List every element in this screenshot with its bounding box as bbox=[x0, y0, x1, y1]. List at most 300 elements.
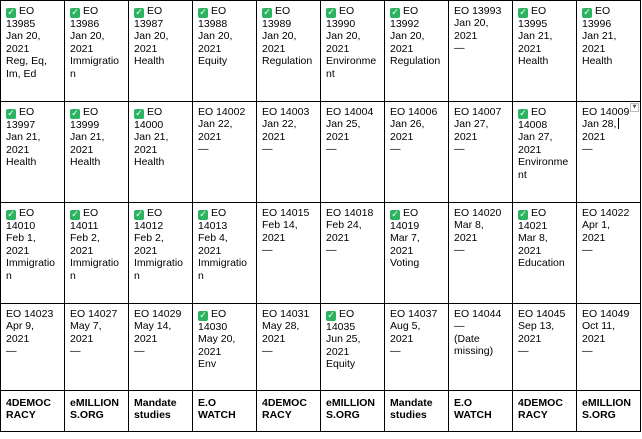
table-cell[interactable] bbox=[257, 102, 321, 203]
cell-line: 13990 bbox=[326, 18, 356, 30]
cell-line: 2021 bbox=[6, 244, 30, 257]
cell-line: 13989 bbox=[262, 18, 292, 30]
cell-text bbox=[262, 207, 316, 219]
footer-cell[interactable] bbox=[449, 391, 513, 432]
dropdown-arrow-icon[interactable]: ▼ bbox=[630, 103, 639, 112]
check-box-icon[interactable]: ✓ bbox=[199, 8, 207, 18]
cell-line: n bbox=[134, 269, 140, 282]
table-cell[interactable] bbox=[65, 102, 129, 203]
footer-text: Mandate bbox=[134, 397, 177, 409]
cell-line: Health bbox=[134, 156, 165, 169]
cell-line: 14011 bbox=[70, 220, 99, 232]
cell-text bbox=[582, 106, 636, 118]
cell-text bbox=[518, 333, 572, 345]
cell-line: nt bbox=[326, 67, 335, 80]
cell-text bbox=[134, 18, 188, 30]
cell-text bbox=[454, 30, 508, 42]
check-box-icon[interactable]: ✓ bbox=[519, 210, 527, 220]
cell-text bbox=[70, 257, 124, 269]
cell-text bbox=[6, 270, 60, 282]
table-cell[interactable] bbox=[385, 1, 449, 102]
cell-text bbox=[262, 219, 316, 231]
text-cursor bbox=[618, 118, 619, 129]
cell-line: 13985 bbox=[6, 18, 36, 30]
check-box-icon[interactable]: ✓ bbox=[71, 109, 79, 119]
cell-text bbox=[70, 131, 124, 143]
cell-line: 2021 bbox=[6, 332, 30, 345]
cell-line: 2021 bbox=[390, 332, 414, 345]
cell-line: EO bbox=[19, 207, 35, 219]
cell-text bbox=[390, 106, 444, 118]
cell-text bbox=[198, 321, 252, 333]
cell-text bbox=[134, 156, 188, 168]
cell-line: 2021 bbox=[454, 130, 478, 143]
check-box-icon[interactable]: ✓ bbox=[391, 8, 399, 18]
check-box-icon[interactable]: ✓ bbox=[583, 8, 591, 18]
cell-line: Feb 4, bbox=[198, 232, 228, 245]
cell-text bbox=[198, 245, 252, 257]
table-cell[interactable] bbox=[577, 304, 641, 391]
table-cell[interactable] bbox=[1, 102, 65, 203]
cell-line: EO bbox=[147, 5, 163, 17]
footer-text: E.O bbox=[198, 397, 217, 409]
cell-line: EO bbox=[211, 308, 227, 320]
cell-line: Mar 8, bbox=[454, 219, 484, 232]
cell-text bbox=[198, 358, 252, 370]
cell-line: EO 14037 bbox=[390, 308, 438, 320]
cell-text bbox=[134, 55, 188, 67]
cell-line: — bbox=[582, 345, 593, 358]
cell-line: — bbox=[262, 244, 273, 257]
footer-cell[interactable] bbox=[129, 391, 193, 432]
cell-text bbox=[6, 18, 60, 30]
cell-line: 2021 bbox=[6, 42, 30, 55]
cell-text bbox=[582, 5, 636, 18]
cell-text bbox=[6, 245, 60, 257]
cell-text bbox=[70, 333, 124, 345]
cell-line: 2021 bbox=[6, 143, 30, 156]
cell-line: 14012 bbox=[134, 220, 164, 232]
cell-line: 2021 bbox=[134, 42, 158, 55]
cell-line: — bbox=[262, 143, 273, 156]
cell-line: Health bbox=[582, 55, 613, 68]
cell-line: 14021 bbox=[518, 220, 548, 232]
table-cell[interactable] bbox=[385, 203, 449, 304]
cell-text bbox=[390, 118, 444, 130]
cell-text bbox=[390, 345, 444, 357]
cell-text bbox=[6, 207, 60, 220]
cell-text bbox=[326, 207, 380, 219]
footer-text: RACY bbox=[262, 409, 292, 422]
cell-text bbox=[262, 333, 316, 345]
cell-line: Jan 21, bbox=[70, 131, 105, 144]
cell-line: 2021 bbox=[70, 42, 94, 55]
table-cell[interactable] bbox=[129, 1, 193, 102]
table-cell[interactable] bbox=[513, 304, 577, 391]
footer-cell[interactable] bbox=[1, 391, 65, 432]
check-box-icon[interactable]: ✓ bbox=[391, 210, 399, 220]
cell-text bbox=[262, 232, 316, 244]
cell-line: Equity bbox=[198, 55, 228, 68]
cell-text bbox=[70, 68, 124, 80]
cell-text bbox=[518, 207, 572, 220]
cell-line: EO bbox=[531, 106, 547, 118]
cell-text bbox=[6, 320, 60, 332]
cell-text bbox=[326, 232, 380, 244]
cell-line: Jan 20, bbox=[326, 30, 361, 43]
table-cell[interactable] bbox=[257, 304, 321, 391]
cell-text bbox=[6, 232, 60, 244]
cell-line: EO bbox=[19, 5, 35, 17]
table-cell[interactable] bbox=[65, 1, 129, 102]
table-cell[interactable] bbox=[385, 102, 449, 203]
cell-line: EO 14006 bbox=[390, 106, 438, 118]
cell-line: May 7, bbox=[70, 320, 102, 333]
cell-text bbox=[390, 43, 444, 55]
check-box-icon[interactable]: ✓ bbox=[135, 8, 143, 18]
cell-line: EO 14031 bbox=[262, 308, 310, 320]
cell-text bbox=[70, 5, 124, 18]
cell-text bbox=[326, 219, 380, 231]
cell-text bbox=[454, 333, 508, 345]
footer-cell[interactable] bbox=[321, 391, 385, 432]
cell-line: 2021 bbox=[70, 332, 94, 345]
table-cell[interactable] bbox=[129, 102, 193, 203]
check-box-icon[interactable]: ✓ bbox=[519, 8, 527, 18]
check-box-icon[interactable]: ✓ bbox=[199, 311, 207, 321]
cell-line: Jan 21, bbox=[582, 30, 617, 43]
cell-line: Jan 22, bbox=[198, 118, 233, 131]
cell-text bbox=[454, 143, 508, 155]
cell-text bbox=[134, 220, 188, 232]
check-box-icon[interactable]: ✓ bbox=[199, 210, 207, 220]
cell-text bbox=[70, 308, 124, 320]
cell-line: EO 14002 bbox=[198, 106, 246, 118]
cell-line: — bbox=[70, 345, 81, 358]
table-cell[interactable] bbox=[193, 304, 257, 391]
cell-line: 2021 bbox=[262, 42, 286, 55]
table-cell[interactable] bbox=[129, 304, 193, 391]
cell-text bbox=[390, 220, 444, 232]
footer-cell[interactable] bbox=[257, 391, 321, 432]
check-box-icon[interactable]: ✓ bbox=[519, 109, 527, 119]
cell-text bbox=[6, 345, 60, 357]
cell-text bbox=[198, 333, 252, 345]
footer-cell[interactable] bbox=[513, 391, 577, 432]
cell-line: Jan 27, bbox=[518, 131, 553, 144]
table-cell[interactable] bbox=[449, 203, 513, 304]
cell-text bbox=[454, 207, 508, 219]
cell-text bbox=[198, 131, 252, 143]
table-cell[interactable] bbox=[577, 1, 641, 102]
cell-line: Feb 14, bbox=[262, 219, 298, 232]
cell-line: EO 14045 bbox=[518, 308, 566, 320]
footer-text: S.ORG bbox=[70, 409, 104, 422]
check-box-icon[interactable]: ✓ bbox=[135, 109, 143, 119]
table-cell[interactable] bbox=[513, 1, 577, 102]
table-cell[interactable] bbox=[513, 102, 577, 203]
cell-text bbox=[582, 345, 636, 357]
cell-text bbox=[518, 257, 572, 269]
check-box-icon[interactable]: ✓ bbox=[71, 8, 79, 18]
cell-line: Mar 7, bbox=[390, 232, 420, 245]
cell-text bbox=[134, 43, 188, 55]
footer-cell[interactable] bbox=[193, 391, 257, 432]
cell-line: EO 14027 bbox=[70, 308, 118, 320]
cell-text bbox=[134, 5, 188, 18]
cell-line: 2021 bbox=[262, 130, 286, 143]
cell-text bbox=[134, 333, 188, 345]
footer-text: 4DEMOC bbox=[6, 397, 51, 409]
cell-line: Jun 25, bbox=[326, 333, 361, 346]
cell-text bbox=[326, 308, 380, 321]
cell-line: 14030 bbox=[198, 321, 228, 333]
cell-text bbox=[390, 55, 444, 67]
cell-line: EO 14004 bbox=[326, 106, 374, 118]
check-box-icon[interactable]: ✓ bbox=[7, 8, 15, 18]
cell-text bbox=[582, 207, 636, 219]
table-cell[interactable] bbox=[1, 304, 65, 391]
cell-text bbox=[134, 320, 188, 332]
table-cell[interactable] bbox=[513, 203, 577, 304]
cell-line: Regulation bbox=[390, 55, 441, 68]
cell-text bbox=[198, 43, 252, 55]
footer-text: RACY bbox=[6, 409, 36, 422]
cell-line: EO bbox=[275, 5, 291, 17]
cell-text bbox=[454, 42, 508, 54]
cell-text bbox=[262, 18, 316, 30]
cell-text bbox=[518, 220, 572, 232]
cell-line: — bbox=[454, 42, 465, 55]
cell-text bbox=[326, 5, 380, 18]
cell-text bbox=[326, 106, 380, 118]
table-cell[interactable] bbox=[321, 304, 385, 391]
cell-text bbox=[326, 68, 380, 80]
table-cell[interactable] bbox=[449, 1, 513, 102]
cell-line: (Date bbox=[454, 332, 480, 345]
cell-text bbox=[198, 232, 252, 244]
cell-line: Reg, Eq, bbox=[6, 55, 47, 68]
cell-line: 2021 bbox=[198, 42, 222, 55]
cell-text bbox=[454, 308, 508, 320]
cell-line: May 28, bbox=[262, 320, 300, 333]
cell-line: EO bbox=[531, 207, 547, 219]
cell-text bbox=[6, 144, 60, 156]
cell-text bbox=[518, 232, 572, 244]
cell-text bbox=[326, 244, 380, 256]
table-cell[interactable] bbox=[385, 304, 449, 391]
cell-line: 2021 bbox=[134, 332, 158, 345]
cell-text bbox=[326, 358, 380, 370]
cell-line: 2021 bbox=[582, 332, 606, 345]
cell-line: Aug 5, bbox=[390, 320, 421, 333]
table-cell[interactable] bbox=[65, 203, 129, 304]
cell-text bbox=[326, 18, 380, 30]
table-cell[interactable] bbox=[65, 304, 129, 391]
check-box-icon[interactable]: ✓ bbox=[327, 8, 335, 18]
cell-text bbox=[198, 308, 252, 321]
cell-line: 13992 bbox=[390, 18, 420, 30]
cell-text bbox=[518, 106, 572, 119]
cell-line: — bbox=[582, 244, 593, 257]
table-cell[interactable] bbox=[193, 1, 257, 102]
cell-line: Health bbox=[134, 55, 165, 68]
cell-line: — bbox=[326, 143, 337, 156]
footer-cell[interactable] bbox=[385, 391, 449, 432]
cell-text bbox=[518, 55, 572, 67]
footer-text: E.O bbox=[454, 397, 473, 409]
cell-line: 2021 bbox=[262, 231, 286, 244]
cell-line: 2021 bbox=[454, 29, 478, 42]
cell-text bbox=[582, 232, 636, 244]
cell-line: Apr 1, bbox=[582, 219, 611, 232]
cell-text bbox=[326, 55, 380, 67]
cell-line: Env bbox=[198, 358, 217, 371]
cell-text bbox=[134, 131, 188, 143]
cell-text bbox=[390, 245, 444, 257]
cell-text bbox=[198, 257, 252, 269]
cell-text bbox=[134, 257, 188, 269]
cell-line: 2021 bbox=[198, 244, 222, 257]
cell-text bbox=[582, 55, 636, 67]
cell-text bbox=[518, 245, 572, 257]
table-cell[interactable] bbox=[1, 1, 65, 102]
cell-line: Education bbox=[518, 257, 565, 270]
cell-line: Apr 9, bbox=[6, 320, 35, 333]
table-cell[interactable] bbox=[1, 203, 65, 304]
cell-line: Jan 26, bbox=[390, 118, 425, 131]
cell-line: 13988 bbox=[198, 18, 228, 30]
cell-text bbox=[390, 143, 444, 155]
cell-line: 14013 bbox=[198, 220, 228, 232]
cell-line: Environme bbox=[518, 156, 569, 169]
cell-line: nt bbox=[518, 168, 527, 181]
cell-line: EO 14003 bbox=[262, 106, 310, 118]
cell-text bbox=[390, 18, 444, 30]
cell-line: 2021 bbox=[70, 244, 94, 257]
footer-cell[interactable] bbox=[65, 391, 129, 432]
cell-text bbox=[390, 232, 444, 244]
cell-line: EO 13993 bbox=[454, 5, 502, 17]
table-cell[interactable] bbox=[577, 102, 641, 203]
cell-text bbox=[262, 345, 316, 357]
cell-text bbox=[70, 232, 124, 244]
cell-text bbox=[70, 30, 124, 42]
cell-text bbox=[6, 30, 60, 42]
table-cell[interactable] bbox=[321, 1, 385, 102]
cell-text bbox=[6, 119, 60, 131]
cell-line: 2021 bbox=[134, 143, 158, 156]
cell-text bbox=[6, 106, 60, 119]
footer-text: eMILLION bbox=[582, 397, 631, 409]
cell-line: 2021 bbox=[518, 42, 542, 55]
footer-text: RACY bbox=[518, 409, 548, 422]
cell-text bbox=[134, 232, 188, 244]
table-cell[interactable] bbox=[449, 304, 513, 391]
table-cell[interactable] bbox=[193, 203, 257, 304]
cell-text bbox=[582, 18, 636, 30]
cell-line: EO bbox=[595, 5, 611, 17]
cell-line: Jan 21, bbox=[6, 131, 41, 144]
cell-text bbox=[326, 346, 380, 358]
cell-text bbox=[518, 320, 572, 332]
cell-line: EO 14015 bbox=[262, 207, 310, 219]
cell-line: Jan 20, bbox=[390, 30, 425, 43]
cell-line: 2021 bbox=[70, 143, 94, 156]
cell-text bbox=[326, 131, 380, 143]
cell-line: — bbox=[390, 345, 401, 358]
cell-line: Feb 24, bbox=[326, 219, 362, 232]
table-cell[interactable] bbox=[257, 203, 321, 304]
cell-line: EO bbox=[403, 207, 419, 219]
cell-text bbox=[198, 5, 252, 18]
cell-line: Jan 22, bbox=[262, 118, 297, 131]
cell-line: EO 14022 bbox=[582, 207, 630, 219]
cell-text bbox=[390, 131, 444, 143]
cell-line: Jan 20, bbox=[6, 30, 41, 43]
table-cell[interactable] bbox=[257, 1, 321, 102]
cell-line: 2021 bbox=[518, 332, 542, 345]
cell-text bbox=[454, 345, 508, 357]
cell-line: missing) bbox=[454, 345, 494, 358]
cell-text bbox=[582, 333, 636, 345]
cell-line: EO bbox=[211, 207, 227, 219]
cell-line: 14000 bbox=[134, 119, 164, 131]
cell-text bbox=[390, 5, 444, 18]
cell-line: Immigratio bbox=[6, 257, 56, 270]
table-cell[interactable] bbox=[577, 203, 641, 304]
cell-text bbox=[582, 118, 636, 130]
cell-text bbox=[70, 220, 124, 232]
check-box-icon[interactable]: ✓ bbox=[71, 210, 79, 220]
table-cell[interactable] bbox=[129, 203, 193, 304]
table-cell[interactable] bbox=[321, 203, 385, 304]
check-box-icon[interactable]: ✓ bbox=[263, 8, 271, 18]
cell-line: 2021 bbox=[582, 231, 606, 244]
cell-line: 2021 bbox=[518, 143, 542, 156]
cell-text bbox=[582, 219, 636, 231]
cell-text bbox=[454, 17, 508, 29]
cell-text bbox=[134, 106, 188, 119]
cell-line: May 20, bbox=[198, 333, 236, 346]
table-cell[interactable] bbox=[193, 102, 257, 203]
footer-cell[interactable] bbox=[577, 391, 641, 432]
cell-line: — bbox=[582, 143, 593, 156]
table-cell[interactable] bbox=[321, 102, 385, 203]
cell-text bbox=[518, 345, 572, 357]
cell-line: 2021 bbox=[390, 244, 414, 257]
check-box-icon[interactable]: ✓ bbox=[7, 210, 15, 220]
cell-text bbox=[262, 320, 316, 332]
check-box-icon[interactable]: ✓ bbox=[327, 311, 335, 321]
cell-text bbox=[262, 143, 316, 155]
cell-text bbox=[390, 308, 444, 320]
table-cell[interactable] bbox=[449, 102, 513, 203]
cell-line: 2021 bbox=[326, 345, 350, 358]
cell-text bbox=[262, 308, 316, 320]
check-box-icon[interactable]: ✓ bbox=[135, 210, 143, 220]
cell-text bbox=[454, 244, 508, 256]
cell-line: Jan 28, bbox=[582, 118, 617, 131]
cell-line: EO bbox=[83, 5, 99, 17]
cell-text bbox=[454, 320, 508, 332]
check-box-icon[interactable]: ✓ bbox=[7, 109, 15, 119]
cell-line: Jan 20, bbox=[262, 30, 297, 43]
cell-line: EO 14009 bbox=[582, 106, 630, 118]
cell-line: 2021 bbox=[582, 130, 606, 143]
cell-text bbox=[134, 270, 188, 282]
cell-line: Feb 2, bbox=[134, 232, 164, 245]
